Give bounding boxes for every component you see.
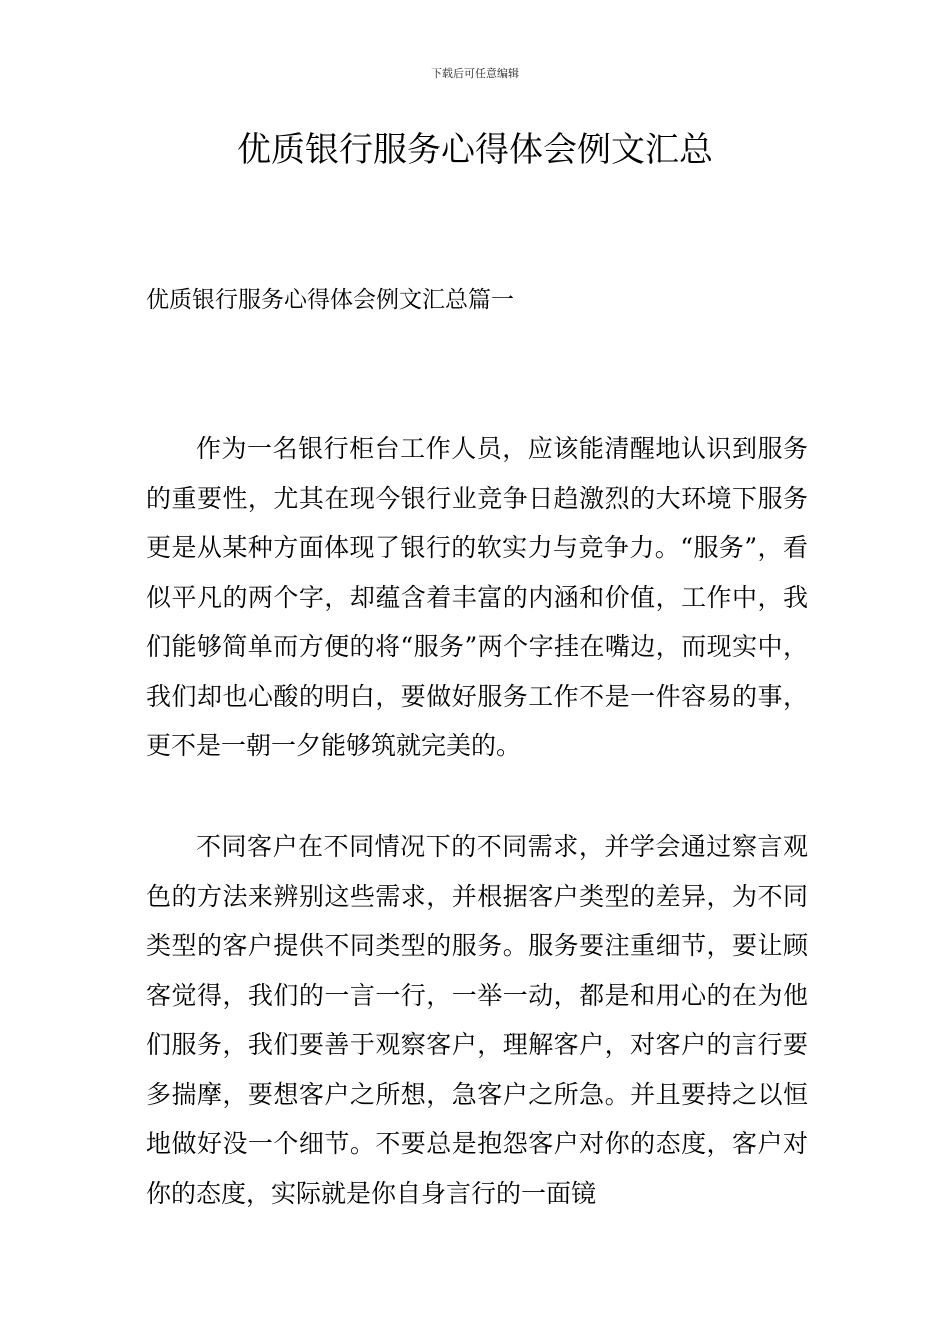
- body-paragraph-2: 不同客户在不同情况下的不同需求，并学会通过察言观色的方法来辨别这些需求，并根据客户类型的差异，为不同类型的客户提供不同类型的服务。服务要注重细节，要让顾客觉得，我们的一言一行，一举一动，都是和用心的在为他们服务，我们要善于观察客户，理解客户，对客户的言行要多揣摩，要想客户之所想，急客户之所急。并且要持之以恒地做好没一个细节。不要总是抱怨客户对你的态度，客户对你的态度，实际就是你自身言行的一面镜: [146, 832, 808, 1208]
- header-note: 下载后可任意编辑: [431, 67, 519, 80]
- document-title: 优质银行服务心得体会例文汇总: [237, 130, 713, 170]
- body-paragraph-1: 作为一名银行柜台工作人员，应该能清醒地认识到服务的重要性，尤其在现今银行业竞争日趋激烈的大环境下服务更是从某种方面体现了银行的软实力与竞争力。“服务”，看似平凡的两个字，却蕴含着丰富的内涵和价值，工作中，我们能够简单而方便的将“服务”两个字挂在嘴边，而现实中，我们却也心酸的明白，要做好服务工作不是一件容易的事，更不是一朝一夕能够筑就完美的。: [146, 434, 808, 760]
- section-heading: 优质银行服务心得体会例文汇总篇一: [146, 287, 514, 313]
